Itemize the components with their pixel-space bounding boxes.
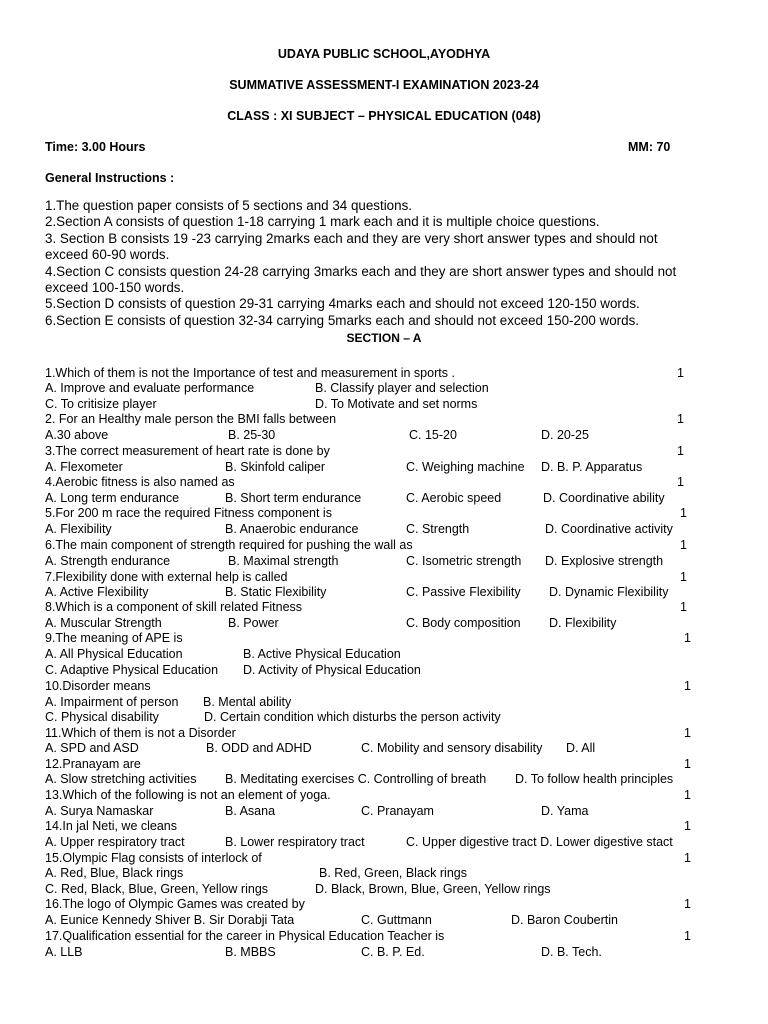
- answer-option[interactable]: B. Power: [228, 616, 279, 630]
- question-text: 4.Aerobic fitness is also named as: [45, 475, 235, 489]
- instructions-title: General Instructions :: [45, 171, 175, 185]
- answer-option[interactable]: C. Aerobic speed: [406, 491, 502, 505]
- answer-option[interactable]: A.30 above: [45, 428, 109, 442]
- answer-option[interactable]: A. SPD and ASD: [45, 741, 139, 755]
- question-marks: 1: [677, 366, 684, 380]
- answer-option[interactable]: B. Static Flexibility: [225, 585, 327, 599]
- answer-option[interactable]: B. Lower respiratory tract: [225, 835, 365, 849]
- answer-option[interactable]: A. LLB: [45, 945, 83, 959]
- question-marks: 1: [677, 475, 684, 489]
- question-marks: 1: [684, 788, 691, 802]
- question-text: 17.Qualification essential for the career in Physical Education Teacher is: [45, 929, 445, 943]
- question-text: 2. For an Healthy male person the BMI falls between: [45, 412, 337, 426]
- answer-option[interactable]: B. Classify player and selection: [315, 381, 489, 395]
- question-text: 12.Pranayam are: [45, 757, 141, 771]
- question-text: 14.In jal Neti, we cleans: [45, 819, 178, 833]
- question-marks: 1: [680, 538, 687, 552]
- question-text: 1.Which of them is not the Importance of test and measurement in sports .: [45, 366, 455, 380]
- answer-option[interactable]: D. Dynamic Flexibility: [549, 585, 669, 599]
- answer-option[interactable]: D. Flexibility: [549, 616, 617, 630]
- answer-option[interactable]: A. Active Flexibility: [45, 585, 149, 599]
- answer-option[interactable]: B. Short term endurance: [225, 491, 362, 505]
- answer-option[interactable]: C. Pranayam: [361, 804, 434, 818]
- answer-option[interactable]: B. ODD and ADHD: [206, 741, 312, 755]
- answer-option[interactable]: C. Weighing machine: [406, 460, 525, 474]
- question-text: 3.The correct measurement of heart rate is done by: [45, 444, 330, 458]
- answer-option[interactable]: C. Body composition: [406, 616, 521, 630]
- exam-title: SUMMATIVE ASSESSMENT-I EXAMINATION 2023-24: [229, 78, 539, 92]
- instruction-line: 5.Section D consists of question 29-31 carrying 4marks each and should not exceed 120-150 words.: [45, 296, 640, 312]
- answer-option[interactable]: C. Strength: [406, 522, 470, 536]
- question-marks: 1: [684, 726, 691, 740]
- question-text: 9.The meaning of APE is: [45, 631, 183, 645]
- answer-option[interactable]: B. Red, Green, Black rings: [319, 866, 467, 880]
- answer-option[interactable]: C. Guttmann: [361, 913, 432, 927]
- question-text: 16.The logo of Olympic Games was created by: [45, 897, 305, 911]
- answer-option[interactable]: A. Red, Blue, Black rings: [45, 866, 184, 880]
- answer-option[interactable]: D. Black, Brown, Blue, Green, Yellow rings: [315, 882, 551, 896]
- question-marks: 1: [684, 631, 691, 645]
- answer-option[interactable]: D. Explosive strength: [545, 554, 664, 568]
- answer-option[interactable]: D. B. Tech.: [541, 945, 602, 959]
- answer-option[interactable]: B. Maximal strength: [228, 554, 339, 568]
- section-a-heading: SECTION – A: [346, 331, 422, 345]
- question-marks: 1: [677, 444, 684, 458]
- question-marks: 1: [680, 506, 687, 520]
- question-marks: 1: [684, 757, 691, 771]
- question-marks: 1: [677, 412, 684, 426]
- answer-option[interactable]: A. Improve and evaluate performance: [45, 381, 255, 395]
- question-marks: 1: [684, 929, 691, 943]
- question-text: 7.Flexibility done with external help is called: [45, 570, 288, 584]
- answer-option[interactable]: A. Impairment of person: [45, 695, 179, 709]
- answer-option[interactable]: A. Slow stretching activities: [45, 772, 197, 786]
- answer-option[interactable]: D. B. P. Apparatus: [541, 460, 643, 474]
- answer-option[interactable]: C. Adaptive Physical Education: [45, 663, 219, 677]
- answer-option[interactable]: A. All Physical Education: [45, 647, 183, 661]
- answer-option[interactable]: C. Upper digestive tract D. Lower digestive stact: [406, 835, 673, 849]
- max-marks: MM: 70: [628, 140, 671, 154]
- instruction-line: 4.Section C consists question 24-28 carrying 3marks each and they are short answer types and should not: [45, 263, 677, 279]
- question-text: 6.The main component of strength required for pushing the wall as: [45, 538, 413, 552]
- question-marks: 1: [680, 600, 687, 614]
- answer-option[interactable]: D. Activity of Physical Education: [243, 663, 421, 677]
- answer-option[interactable]: A. Surya Namaskar: [45, 804, 154, 818]
- class-subject: CLASS : XI SUBJECT – PHYSICAL EDUCATION (048): [227, 109, 541, 123]
- question-marks: 1: [684, 851, 691, 865]
- question-text: 11.Which of them is not a Disorder: [45, 726, 236, 740]
- answer-option[interactable]: B. Meditating exercises C. Controlling of breath: [225, 772, 487, 786]
- answer-option[interactable]: B. 25-30: [228, 428, 276, 442]
- question-marks: 1: [684, 679, 691, 693]
- answer-option[interactable]: C. Mobility and sensory disability: [361, 741, 543, 755]
- instruction-line: 1.The question paper consists of 5 sections and 34 questions.: [45, 198, 412, 213]
- answer-option[interactable]: A. Flexometer: [45, 460, 123, 474]
- school-name: UDAYA PUBLIC SCHOOL,AYODHYA: [277, 47, 491, 61]
- question-text: 13.Which of the following is not an element of yoga.: [45, 788, 331, 802]
- answer-option[interactable]: D. Coordinative ability: [543, 491, 665, 505]
- question-marks: 1: [684, 897, 691, 911]
- answer-option[interactable]: A. Strength endurance: [45, 554, 171, 568]
- instruction-line: exceed 60-90 words.: [45, 247, 170, 263]
- question-text: 15.Olympic Flag consists of interlock of: [45, 851, 262, 865]
- answer-option[interactable]: B. Mental ability: [203, 695, 292, 709]
- answer-option[interactable]: D. Baron Coubertin: [511, 913, 619, 927]
- answer-option[interactable]: D. To Motivate and set norms: [315, 397, 478, 411]
- answer-option[interactable]: D. All: [566, 741, 596, 755]
- answer-option[interactable]: C. Isometric strength: [406, 554, 522, 568]
- question-marks: 1: [680, 570, 687, 584]
- instruction-line: 3. Section B consists 19 -23 carrying 2marks each and they are very short answer types and should not: [45, 230, 658, 246]
- answer-option[interactable]: B. Active Physical Education: [243, 647, 401, 661]
- answer-option[interactable]: D. To follow health principles: [515, 772, 674, 786]
- instruction-line: 6.Section E consists of question 32-34 carrying 5marks each and should not exceed 150-200 words.: [45, 312, 640, 328]
- answer-option[interactable]: D. Yama: [541, 804, 589, 818]
- question-text: 8.Which is a component of skill related Fitness: [45, 600, 303, 614]
- answer-option[interactable]: B. MBBS: [225, 945, 276, 959]
- instruction-line: exceed 100-150 words.: [45, 280, 185, 296]
- answer-option[interactable]: C. Red, Black, Blue, Green, Yellow rings: [45, 882, 269, 896]
- answer-option[interactable]: D. 20-25: [541, 428, 589, 442]
- answer-option[interactable]: B. Skinfold caliper: [225, 460, 326, 474]
- question-text: 5.For 200 m race the required Fitness component is: [45, 506, 332, 520]
- answer-option[interactable]: C. To critisize player: [45, 397, 157, 411]
- answer-option[interactable]: C. Physical disability: [45, 710, 159, 724]
- answer-option[interactable]: A. Muscular Strength: [45, 616, 162, 630]
- answer-option[interactable]: A. Flexibility: [45, 522, 112, 536]
- answer-option[interactable]: A. Upper respiratory tract: [45, 835, 185, 849]
- answer-option[interactable]: C. Passive Flexibility: [406, 585, 521, 599]
- answer-option[interactable]: C. 15-20: [409, 428, 457, 442]
- instruction-line: 2.Section A consists of question 1-18 carrying 1 mark each and it is multiple choice questions.: [45, 214, 600, 230]
- answer-option[interactable]: B. Asana: [225, 804, 276, 818]
- exam-time: Time: 3.00 Hours: [45, 140, 146, 154]
- answer-option[interactable]: B. Anaerobic endurance: [225, 522, 359, 536]
- answer-option[interactable]: C. B. P. Ed.: [361, 945, 425, 959]
- answer-option[interactable]: D. Coordinative activity: [545, 522, 673, 536]
- answer-option[interactable]: A. Long term endurance: [45, 491, 180, 505]
- question-marks: 1: [684, 819, 691, 833]
- answer-option[interactable]: D. Certain condition which disturbs the person activity: [204, 710, 501, 724]
- answer-option[interactable]: A. Eunice Kennedy Shiver B. Sir Dorabji Tata: [45, 913, 295, 927]
- question-text: 10.Disorder means: [45, 679, 151, 693]
- instructions-list: [45, 198, 745, 329]
